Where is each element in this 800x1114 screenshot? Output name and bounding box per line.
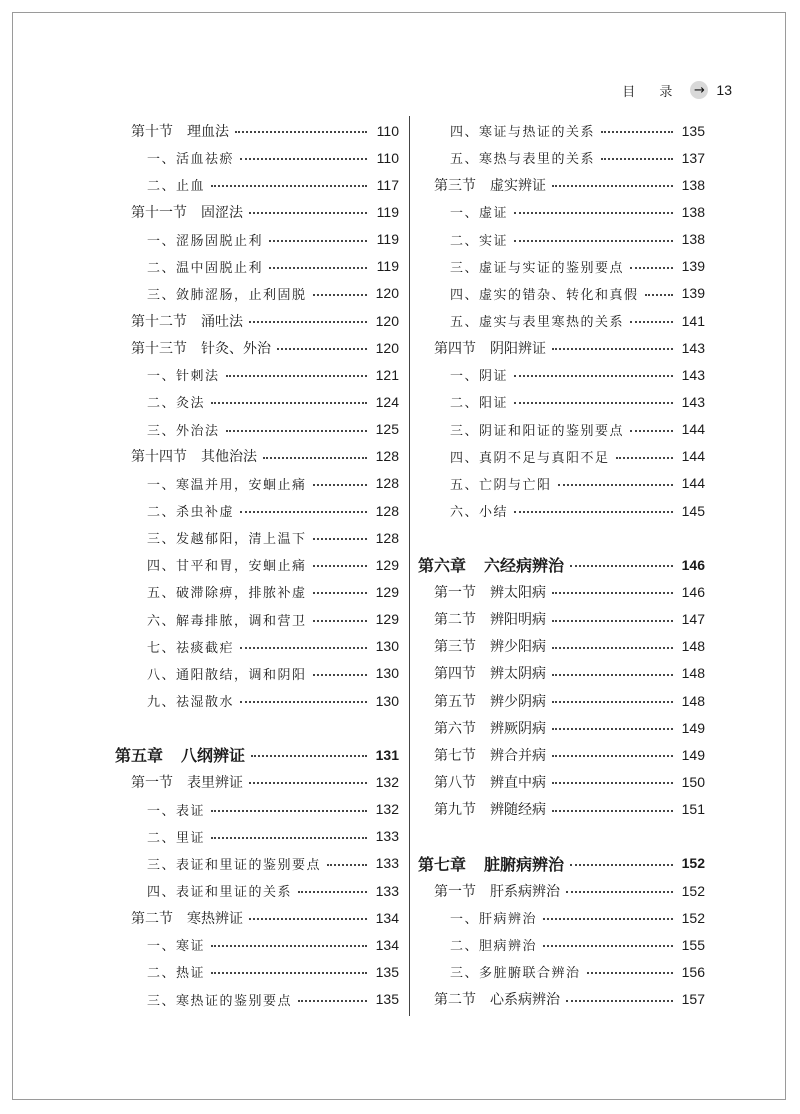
toc-entry-title: 七、祛痰截疟 <box>147 640 235 656</box>
toc-entry-chapter[interactable] <box>418 551 705 578</box>
toc-column-left <box>115 117 399 1013</box>
toc-page-number: 121 <box>375 366 399 383</box>
toc-page-number: 148 <box>681 692 705 709</box>
toc-page-number: 138 <box>681 203 705 220</box>
toc-dot-leader <box>552 184 673 187</box>
toc-page-number: 119 <box>376 231 399 248</box>
toc-entry-number: 第六节 <box>434 720 476 737</box>
toc-entry-item[interactable] <box>115 606 399 633</box>
toc-dot-leader <box>552 673 673 676</box>
toc-entry-number: 第七节 <box>434 747 476 764</box>
toc-entry-item[interactable] <box>115 361 399 388</box>
toc-dot-leader <box>313 293 367 296</box>
toc-entry-title: 一、肝病辨治 <box>450 912 538 928</box>
toc-dot-leader <box>601 130 673 133</box>
toc-entry-title: 二、实证 <box>450 233 509 249</box>
toc-dot-leader <box>514 510 673 513</box>
toc-entry-title: 四、寒证与热证的关系 <box>450 125 596 141</box>
toc-entry-item[interactable] <box>115 958 399 985</box>
toc-dot-leader <box>240 510 367 513</box>
toc-entry-title: 虚实辨证 <box>490 177 546 194</box>
toc-page-number: 157 <box>681 991 705 1008</box>
toc-entry-number: 第五节 <box>434 693 476 710</box>
toc-entry-title: 八、通阳散结，调和阴阳 <box>147 667 307 683</box>
toc-dot-leader <box>543 944 673 947</box>
toc-page-number: 148 <box>681 665 705 682</box>
toc-entry-item[interactable] <box>418 958 705 985</box>
toc-entry-item[interactable] <box>418 904 705 931</box>
toc-entry-section[interactable] <box>115 904 399 931</box>
toc-dot-leader <box>211 836 367 839</box>
toc-entry-number: 第二节 <box>434 612 476 629</box>
toc-page-number: 135 <box>681 122 705 139</box>
toc-dot-leader <box>313 537 367 540</box>
toc-page-number: 120 <box>375 339 399 356</box>
toc-page-number: 128 <box>375 529 399 546</box>
toc-spacer <box>418 524 705 551</box>
toc-page-number: 141 <box>681 312 705 329</box>
toc-entry-section[interactable] <box>418 714 705 741</box>
toc-entry-section[interactable] <box>418 660 705 687</box>
toc-page-number: 131 <box>375 746 399 763</box>
header-label: 目 录 <box>622 84 683 100</box>
toc-dot-leader <box>601 157 673 160</box>
toc-entry-title: 三、寒热证的鉴别要点 <box>147 993 293 1009</box>
toc-dot-leader <box>570 863 673 866</box>
toc-page-number: 144 <box>681 448 705 465</box>
toc-page-number: 130 <box>375 692 399 709</box>
toc-entry-title: 二、杀虫补虚 <box>147 505 235 521</box>
toc-page-number: 143 <box>681 366 705 383</box>
toc-page-number: 146 <box>681 556 705 573</box>
toc-entry-title: 二、温中固脱止利 <box>147 260 264 276</box>
toc-entry-title: 一、寒证 <box>147 939 206 955</box>
toc-entry-item[interactable] <box>115 280 399 307</box>
toc-entry-title: 辨随经病 <box>490 802 546 819</box>
toc-entry-title: 六、解毒排脓，调和营卫 <box>147 613 307 629</box>
toc-page-number: 139 <box>681 258 705 275</box>
column-divider <box>409 116 410 1016</box>
toc-page-number: 120 <box>375 285 399 302</box>
toc-entry-title: 阴阳辨证 <box>490 340 546 357</box>
toc-dot-leader <box>552 781 673 784</box>
toc-dot-leader <box>566 999 673 1002</box>
toc-entry-number: 第十二节 <box>131 313 187 330</box>
toc-page-number: 130 <box>375 638 399 655</box>
toc-page-number: 144 <box>681 475 705 492</box>
toc-entry-title: 二、阳证 <box>450 396 509 412</box>
toc-dot-leader <box>313 591 367 594</box>
toc-dot-leader <box>552 727 673 730</box>
toc-entry-item[interactable] <box>115 171 399 198</box>
toc-dot-leader <box>298 999 367 1002</box>
toc-page-number: 152 <box>681 855 705 872</box>
toc-entry-number: 第二节 <box>434 992 476 1009</box>
toc-dot-leader <box>630 266 673 269</box>
toc-entry-title: 三、多脏腑联合辨治 <box>450 966 581 982</box>
toc-page-number: 129 <box>375 611 399 628</box>
toc-page-number: 134 <box>375 909 399 926</box>
toc-page-number: 128 <box>375 448 399 465</box>
toc-entry-item[interactable] <box>418 470 705 497</box>
toc-dot-leader <box>327 863 367 866</box>
toc-entry-title: 九、祛湿散水 <box>147 695 235 711</box>
toc-entry-item[interactable] <box>418 253 705 280</box>
toc-entry-title: 三、外治法 <box>147 423 220 439</box>
toc-entry-title: 四、甘平和胃，安蛔止痛 <box>147 559 307 575</box>
toc-entry-title: 六、小结 <box>450 505 509 521</box>
toc-page-number: 152 <box>681 909 705 926</box>
toc-entry-item[interactable] <box>418 307 705 334</box>
toc-entry-title: 五、虚实与表里寒热的关系 <box>450 315 625 331</box>
toc-entry-section[interactable] <box>418 687 705 714</box>
toc-page-number: 128 <box>375 502 399 519</box>
toc-page-number: 125 <box>375 421 399 438</box>
toc-entry-section[interactable] <box>418 796 705 823</box>
toc-dot-leader <box>313 619 367 622</box>
toc-dot-leader <box>616 456 673 459</box>
toc-entry-title: 五、寒热与表里的关系 <box>450 152 596 168</box>
toc-entry-number: 第十一节 <box>131 204 187 221</box>
toc-entry-title: 肝系病辨治 <box>490 883 560 900</box>
toc-dot-leader <box>552 591 673 594</box>
toc-page-number: 138 <box>681 231 705 248</box>
toc-page-number: 110 <box>376 149 399 166</box>
toc-page-number: 110 <box>376 122 399 139</box>
toc-entry-title: 辨合并病 <box>490 747 546 764</box>
toc-entry-title: 三、虚证与实证的鉴别要点 <box>450 260 625 276</box>
toc-dot-leader <box>645 293 673 296</box>
toc-entry-title: 二、里证 <box>147 830 206 846</box>
toc-dot-leader <box>249 917 367 920</box>
toc-page-number: 149 <box>681 719 705 736</box>
toc-entry-title: 一、阴证 <box>450 369 509 385</box>
running-header <box>622 80 732 100</box>
toc-entry-item[interactable] <box>115 524 399 551</box>
toc-entry-number: 第一节 <box>434 883 476 900</box>
toc-dot-leader <box>226 429 367 432</box>
toc-page-number: 134 <box>375 936 399 953</box>
toc-dot-leader <box>298 890 367 893</box>
toc-entry-item[interactable] <box>115 823 399 850</box>
toc-dot-leader <box>630 429 673 432</box>
toc-entry-title: 二、灸法 <box>147 396 206 412</box>
toc-entry-title: 四、虚实的错杂、转化和真假 <box>450 287 639 303</box>
toc-entry-title: 寒热辨证 <box>187 910 243 927</box>
toc-page-number: 146 <box>681 583 705 600</box>
toc-dot-leader <box>249 781 367 784</box>
toc-entry-title: 固涩法 <box>201 204 243 221</box>
toc-page-number: 119 <box>376 258 399 275</box>
toc-page-number: 138 <box>681 176 705 193</box>
toc-entry-number: 第一节 <box>434 584 476 601</box>
toc-entry-title: 辨少阴病 <box>490 693 546 710</box>
toc-entry-item[interactable] <box>115 931 399 958</box>
toc-page-number: 149 <box>681 746 705 763</box>
toc-entry-title: 一、表证 <box>147 803 206 819</box>
toc-dot-leader <box>269 266 367 269</box>
toc-entry-item[interactable] <box>115 253 399 280</box>
header-page-number: 13 <box>716 82 732 98</box>
toc-entry-number: 第九节 <box>434 802 476 819</box>
toc-page-number: 147 <box>681 611 705 628</box>
toc-entry-title: 辨阳明病 <box>490 612 546 629</box>
toc-page-number: 124 <box>375 393 399 410</box>
toc-entry-chapter[interactable] <box>418 850 705 877</box>
toc-dot-leader <box>235 130 367 133</box>
toc-entry-item[interactable] <box>115 877 399 904</box>
toc-entry-number: 第三节 <box>434 639 476 656</box>
toc-entry-title: 五、破滞除痹，排脓补虚 <box>147 586 307 602</box>
toc-page-number: 130 <box>375 665 399 682</box>
toc-entry-title: 一、针刺法 <box>147 369 220 385</box>
toc-entry-section[interactable] <box>418 986 705 1013</box>
toc-entry-title: 二、止血 <box>147 179 206 195</box>
toc-entry-section[interactable] <box>115 334 399 361</box>
toc-entry-item[interactable] <box>115 226 399 253</box>
toc-entry-item[interactable] <box>115 551 399 578</box>
toc-page-number: 133 <box>375 882 399 899</box>
toc-entry-section[interactable] <box>115 307 399 334</box>
toc-dot-leader <box>514 401 673 404</box>
toc-page-number: 148 <box>681 638 705 655</box>
toc-page-number: 133 <box>375 828 399 845</box>
toc-entry-title: 表里辨证 <box>187 774 243 791</box>
toc-entry-title: 三、表证和里证的鉴别要点 <box>147 857 322 873</box>
toc-entry-item[interactable] <box>418 443 705 470</box>
toc-page-number: 132 <box>375 773 399 790</box>
toc-entry-title: 一、寒温并用，安蛔止痛 <box>147 477 307 493</box>
toc-entry-section[interactable] <box>115 198 399 225</box>
toc-entry-title: 二、胆病辨治 <box>450 939 538 955</box>
toc-dot-leader <box>313 483 367 486</box>
toc-entry-title: 辨太阴病 <box>490 666 546 683</box>
toc-entry-title: 辨厥阴病 <box>490 720 546 737</box>
toc-dot-leader <box>313 564 367 567</box>
toc-page-number: 128 <box>375 475 399 492</box>
toc-dot-leader <box>269 239 367 242</box>
toc-dot-leader <box>543 917 673 920</box>
toc-page-number: 143 <box>681 339 705 356</box>
toc-dot-leader <box>226 374 367 377</box>
toc-entry-section[interactable] <box>418 578 705 605</box>
toc-entry-number: 第四节 <box>434 340 476 357</box>
toc-entry-section[interactable] <box>418 171 705 198</box>
toc-dot-leader <box>552 347 673 350</box>
toc-entry-number: 第十四节 <box>131 449 187 466</box>
toc-entry-number: 第六章 <box>418 556 467 576</box>
toc-page-number: 129 <box>375 583 399 600</box>
toc-dot-leader <box>570 564 673 567</box>
toc-entry-title: 针灸、外治 <box>201 340 271 357</box>
toc-entry-title: 一、虚证 <box>450 206 509 222</box>
toc-entry-number: 第十节 <box>131 123 173 140</box>
toc-entry-item[interactable] <box>418 226 705 253</box>
toc-page-number: 137 <box>681 149 705 166</box>
toc-dot-leader <box>240 646 367 649</box>
toc-page-number: 120 <box>375 312 399 329</box>
toc-entry-title: 六经病辨治 <box>484 556 565 576</box>
toc-entry-section[interactable] <box>115 443 399 470</box>
toc-entry-number: 第十三节 <box>131 340 187 357</box>
toc-page-number: 145 <box>681 502 705 519</box>
toc-dot-leader <box>552 754 673 757</box>
toc-entry-item[interactable] <box>115 416 399 443</box>
toc-entry-item[interactable] <box>115 796 399 823</box>
toc-entry-item[interactable] <box>418 361 705 388</box>
toc-entry-number: 第一节 <box>131 774 173 791</box>
toc-entry-item[interactable] <box>418 117 705 144</box>
toc-page-number: 129 <box>375 556 399 573</box>
toc-page-number: 150 <box>681 773 705 790</box>
toc-entry-item[interactable] <box>115 687 399 714</box>
toc-entry-number: 第五章 <box>115 746 164 766</box>
toc-entry-title: 五、亡阴与亡阳 <box>450 477 552 493</box>
toc-entry-section[interactable] <box>418 334 705 361</box>
toc-entry-item[interactable] <box>418 497 705 524</box>
toc-entry-number: 第八节 <box>434 774 476 791</box>
toc-page-number: 135 <box>375 991 399 1008</box>
toc-dot-leader <box>211 184 367 187</box>
toc-entry-title: 一、活血祛瘀 <box>147 152 235 168</box>
toc-entry-title: 心系病辨治 <box>490 992 560 1009</box>
toc-page-number: 117 <box>376 176 399 193</box>
toc-spacer <box>115 714 399 741</box>
toc-dot-leader <box>558 483 673 486</box>
toc-dot-leader <box>552 809 673 812</box>
toc-entry-number: 第七章 <box>418 854 467 874</box>
toc-entry-item[interactable] <box>115 470 399 497</box>
toc-entry-item[interactable] <box>115 986 399 1013</box>
arrow-icon: → <box>690 81 708 99</box>
toc-dot-leader <box>552 700 673 703</box>
toc-entry-title: 一、涩肠固脱止利 <box>147 233 264 249</box>
toc-entry-section[interactable] <box>115 768 399 795</box>
toc-entry-item[interactable] <box>115 660 399 687</box>
toc-entry-title: 八纲辨证 <box>181 746 246 766</box>
toc-dot-leader <box>249 320 367 323</box>
toc-entry-title: 辨直中病 <box>490 774 546 791</box>
toc-dot-leader <box>566 890 673 893</box>
toc-entry-section[interactable] <box>418 606 705 633</box>
toc-entry-title: 二、热证 <box>147 966 206 982</box>
toc-entry-item[interactable] <box>115 850 399 877</box>
toc-page-number: 132 <box>375 801 399 818</box>
toc-page-number: 156 <box>681 963 705 980</box>
toc-dot-leader <box>240 157 367 160</box>
toc-entry-title: 辨太阳病 <box>490 584 546 601</box>
toc-entry-item[interactable] <box>115 578 399 605</box>
toc-entry-item[interactable] <box>418 931 705 958</box>
toc-dot-leader <box>277 347 367 350</box>
toc-dot-leader <box>514 211 673 214</box>
toc-entry-item[interactable] <box>115 144 399 171</box>
toc-page-number: 152 <box>681 882 705 899</box>
toc-dot-leader <box>240 700 367 703</box>
toc-entry-item[interactable] <box>418 416 705 443</box>
toc-entry-section[interactable] <box>418 877 705 904</box>
toc-dot-leader <box>514 374 673 377</box>
toc-entry-item[interactable] <box>418 388 705 415</box>
toc-entry-number: 第二节 <box>131 910 173 927</box>
toc-dot-leader <box>552 619 673 622</box>
toc-dot-leader <box>211 809 367 812</box>
toc-entry-item[interactable] <box>115 633 399 660</box>
toc-dot-leader <box>211 971 367 974</box>
toc-entry-item[interactable] <box>115 388 399 415</box>
toc-entry-title: 理血法 <box>187 123 229 140</box>
toc-page-number: 143 <box>681 393 705 410</box>
toc-entry-section[interactable] <box>418 741 705 768</box>
toc-entry-title: 三、阴证和阳证的鉴别要点 <box>450 423 625 439</box>
toc-entry-item[interactable] <box>418 280 705 307</box>
toc-entry-title: 脏腑病辨治 <box>484 854 565 874</box>
toc-entry-item[interactable] <box>418 198 705 225</box>
toc-dot-leader <box>211 401 367 404</box>
toc-page-number: 133 <box>375 855 399 872</box>
toc-entry-item[interactable] <box>418 144 705 171</box>
toc-entry-section[interactable] <box>418 768 705 795</box>
toc-page-number: 139 <box>681 285 705 302</box>
toc-dot-leader <box>587 971 673 974</box>
toc-page-number: 155 <box>681 936 705 953</box>
toc-page-number: 119 <box>376 203 399 220</box>
toc-entry-title: 涌吐法 <box>201 313 243 330</box>
toc-entry-chapter[interactable] <box>115 741 399 768</box>
toc-entry-section[interactable] <box>418 633 705 660</box>
toc-page-number: 135 <box>375 963 399 980</box>
toc-entry-title: 四、表证和里证的关系 <box>147 885 293 900</box>
toc-dot-leader <box>251 754 367 757</box>
toc-entry-item[interactable] <box>115 497 399 524</box>
toc-entry-number: 第四节 <box>434 666 476 683</box>
toc-page-number: 151 <box>681 801 705 818</box>
toc-entry-title: 其他治法 <box>201 449 257 466</box>
toc-entry-title: 三、发越郁阳，清上温下 <box>147 532 307 548</box>
toc-dot-leader <box>263 456 367 459</box>
toc-entry-title: 三、敛肺涩肠，止利固脱 <box>147 287 307 303</box>
toc-entry-section[interactable] <box>115 117 399 144</box>
toc-dot-leader <box>514 239 673 242</box>
toc-entry-number: 第三节 <box>434 177 476 194</box>
toc-spacer <box>418 823 705 850</box>
toc-dot-leader <box>552 646 673 649</box>
toc-entry-title: 辨少阳病 <box>490 639 546 656</box>
toc-dot-leader <box>211 944 367 947</box>
toc-dot-leader <box>630 320 673 323</box>
toc-column-right <box>418 117 705 1013</box>
toc-page-number: 144 <box>681 421 705 438</box>
toc-dot-leader <box>313 673 367 676</box>
toc-entry-title: 四、真阴不足与真阳不足 <box>450 450 610 466</box>
toc-dot-leader <box>249 211 367 214</box>
